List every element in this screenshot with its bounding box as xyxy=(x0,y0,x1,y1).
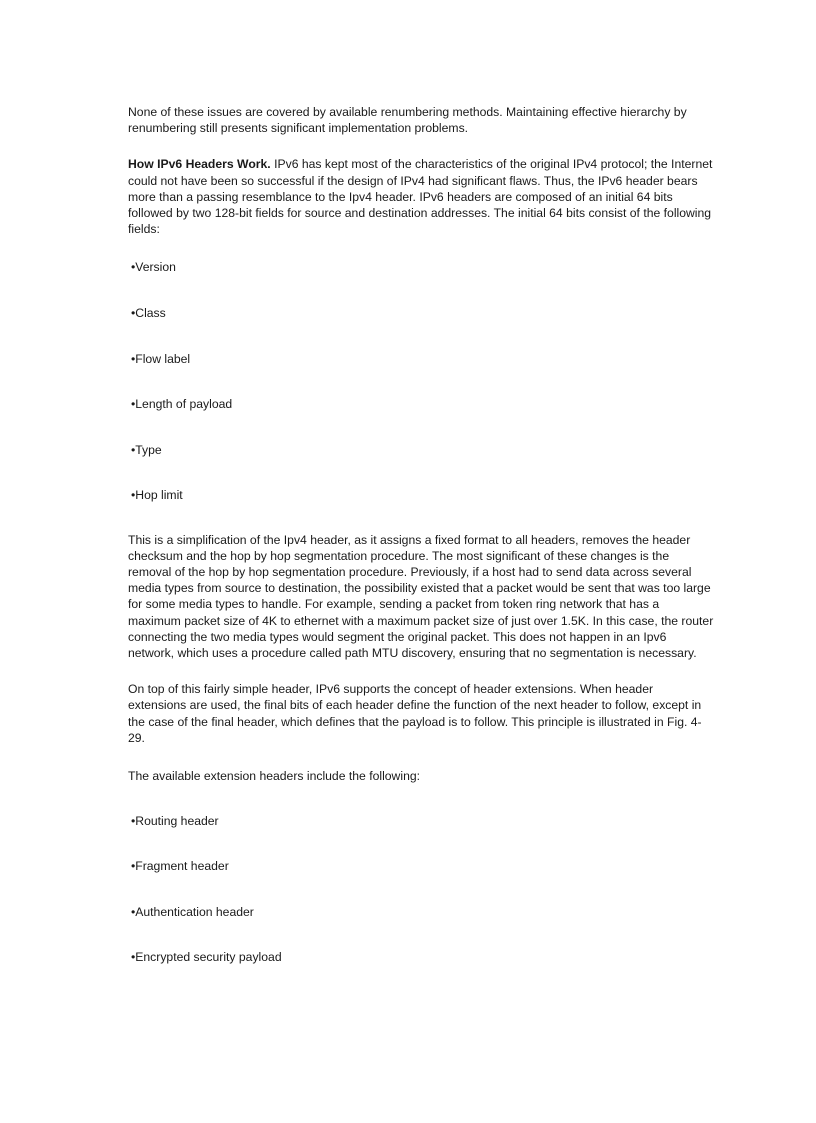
available-paragraph: The available extension headers include the following: xyxy=(128,769,421,784)
list-item: •Encrypted security payload xyxy=(131,949,282,964)
document-page xyxy=(128,104,714,994)
list-item: •Routing header xyxy=(131,814,219,829)
extensions-paragraph: On top of this fairly simple header, IPv6 supports the concept of header extensions. When header extensions are used, the final bits of each header define the function of the next header to follow, except in the case of the final header, which defines that the payload is to follow. This principle is illustrated in Fig. 4-29. xyxy=(128,682,702,745)
headers-paragraph xyxy=(128,156,714,237)
extension-headers-list xyxy=(128,813,714,965)
list-item: •Class xyxy=(131,306,166,321)
intro-paragraph: None of these issues are covered by available renumbering methods. Maintaining effective hierarchy by renumbering still presents significant implementation problems. xyxy=(128,105,687,136)
headers-body: IPv6 has kept most of the characteristics of the original IPv4 protocol; the Internet could not have been so successful if the design of IPv4 had significant flaws. Thus, the IPv6 header bears more than a passing resemblance to the Ipv4 header. IPv6 headers are composed of an initial 64 bits followed by two 128-bit fields for source and destination addresses. The initial 64 bits consist of the following fields: xyxy=(128,157,713,237)
list-item: •Type xyxy=(131,442,162,457)
list-item: •Hop limit xyxy=(131,488,183,503)
list-item: •Length of payload xyxy=(131,397,233,412)
list-item: •Flow label xyxy=(131,351,191,366)
list-item: •Fragment header xyxy=(131,859,229,874)
simplification-paragraph: This is a simplification of the Ipv4 header, as it assigns a fixed format to all headers, removes the header checksum and the hop by hop segmentation procedure. The most significant of these changes is the removal of the hop by hop segmentation procedure. Previously, if a host had to send data across several media types from source to destination, the possibility existed that a packet would be sent that was too large for some media types to handle. For example, sending a packet from token ring network that has a maximum packet size of 4K to ethernet with a maximum packet size of just over 1.5K. In this case, the router connecting the two media types would segment the original packet. This does not happen in an Ipv6 network, which uses a procedure called path MTU discovery, ensuring that no segmentation is necessary. xyxy=(128,532,714,661)
header-fields-list xyxy=(128,259,714,503)
list-item: •Authentication header xyxy=(131,904,254,919)
headers-heading: How IPv6 Headers Work. xyxy=(128,157,271,172)
list-item: •Version xyxy=(131,260,176,275)
